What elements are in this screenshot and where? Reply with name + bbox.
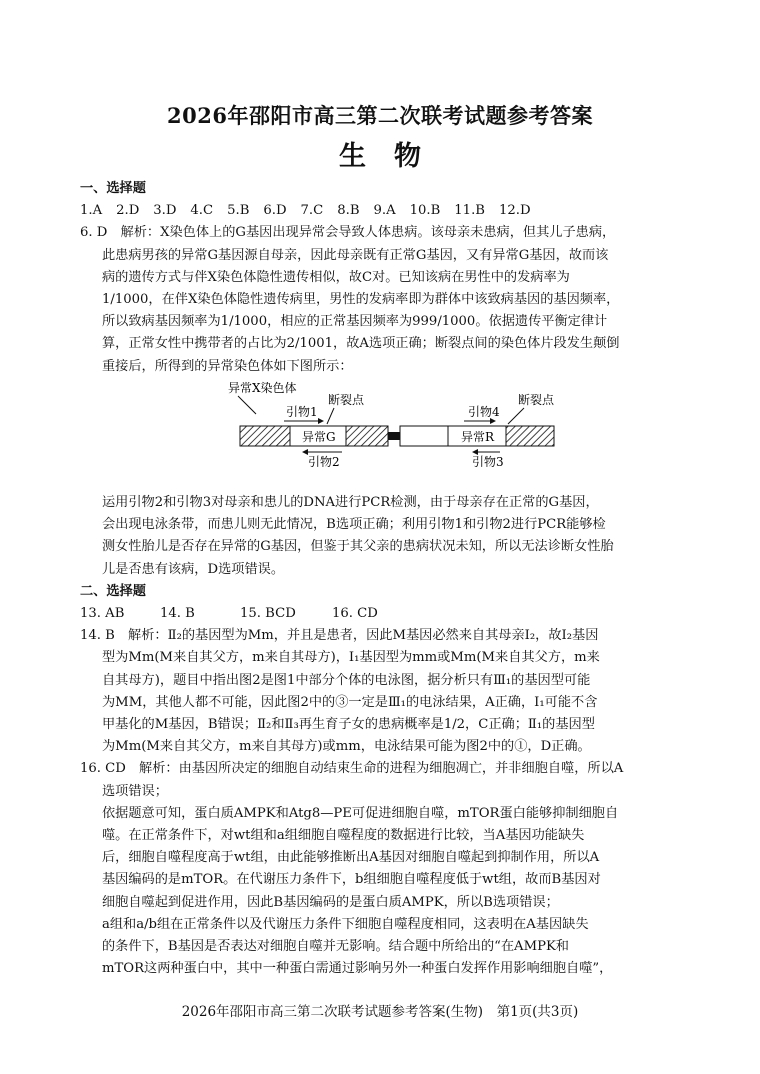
- text-line: 为MM，其他人都不可能，因此图2中的③一定是Ⅲ₁的电泳结果，A正确，Ⅰ₁可能不含: [102, 694, 598, 710]
- text-line: 会出现电泳条带，而患儿则无此情况，B选项正确；利用引物1和引物2进行PCR能够检: [102, 517, 606, 533]
- centromere: [388, 432, 400, 440]
- primer-arrowhead: [302, 449, 308, 455]
- break-pointer: [327, 408, 334, 424]
- page-title: 2026年邵阳市高三第二次联考试题参考答案: [167, 103, 593, 128]
- answer-item: 9.A: [373, 203, 396, 219]
- chromosome-label: 异常X染色体: [228, 380, 297, 395]
- answer-item: 11.B: [454, 203, 485, 219]
- answer-item: 3.D: [153, 203, 177, 219]
- subject-title: 生物: [339, 141, 449, 172]
- answer-content: [80, 178, 682, 981]
- answer-item: 15. BCD: [240, 606, 296, 622]
- abnormal-chromosome-diagram: [80, 380, 682, 484]
- text-line: 后，细胞自噬程度高于wt组，由此能够推断出A基因对细胞自噬起到抑制作用，所以A: [102, 850, 600, 866]
- chromosome-hatched-segment: [506, 426, 554, 446]
- answer-item: 14. B: [160, 606, 195, 622]
- text-line: 1/1000，在伴X染色体隐性遗传病里，男性的发病率即为群体中该致病基因的基因频率，: [102, 292, 620, 308]
- text-line: 儿是否患有该病，D选项错误。: [102, 561, 285, 577]
- break-pointer: [508, 408, 524, 424]
- text-line: 6. D 解析：X染色体上的G基因出现异常会导致人体患病。该母亲未患病，但其儿子患病，: [80, 225, 616, 241]
- q6-explanation-continued: [80, 492, 682, 581]
- q16-explanation: [80, 758, 682, 980]
- section-heading-1: 一、选择题: [80, 181, 146, 196]
- q14-explanation: [80, 625, 682, 758]
- q6-explanation: [80, 222, 682, 377]
- page-footer: 2026年邵阳市高三第二次联考试题参考答案(生物) 第1页(共3页): [181, 1004, 579, 1020]
- answer-item: 16. CD: [332, 606, 378, 622]
- text-line: 的条件下，B基因是否表达对细胞自噬并无影响。结合题中所给出的“在AMPK和: [102, 939, 569, 955]
- text-line: 选项错误；: [102, 783, 168, 799]
- chromosome-hatched-segment: [240, 426, 290, 446]
- text-line: 16. CD 解析：由基因所决定的细胞自动结束生命的进程为细胞凋亡，并非细胞自噬，所以A: [80, 761, 624, 777]
- text-line: 14. B 解析：Ⅱ₂的基因型为Mm，并且是患者，因此M基因必然来自其母亲Ⅰ₂，故Ⅰ₂基因: [80, 628, 599, 644]
- text-line: 测女性胎儿是否存在异常的G基因，但鉴于其父亲的患病状况未知，所以无法诊断女性胎: [102, 539, 614, 555]
- text-line: 运用引物2和引物3对母亲和患儿的DNA进行PCR检测，由于母亲存在正常的G基因，: [102, 495, 599, 511]
- text-line: 为Mm(M来自其父方，m来自其母方)或mm，电泳结果可能为图2中的①，D正确。: [102, 739, 591, 755]
- text-line: 细胞自噬起到促进作用，因此B基因编码的是蛋白质AMPK，所以B选项错误；: [102, 894, 559, 910]
- primer-label: 引物2: [308, 454, 340, 469]
- answer-item: 7.C: [300, 203, 324, 219]
- text-line: 此患病男孩的异常G基因源自母亲，因此母亲既有正常G基因，又有异常G基因，故而该: [102, 247, 609, 263]
- text-line: a组和a/b组在正常条件以及代谢压力条件下细胞自噬程度相同，这表明在A基因缺失: [102, 916, 589, 932]
- text-line: 型为Mm(M来自其父方，m来自其母方)，Ⅰ₁基因型为mm或Mm(M来自其父方，m来: [102, 650, 600, 666]
- answer-row-1: [80, 200, 682, 222]
- text-line: 病的遗传方式与伴X染色体隐性遗传相似，故C对。已知该病在男性中的发病率为: [102, 269, 570, 285]
- answer-item: 6.D: [263, 203, 287, 219]
- gene-label: 异常R: [461, 429, 495, 444]
- text-line: mTOR这两种蛋白中，其中一种蛋白需通过影响另外一种蛋白发挥作用影响细胞自噬”，: [102, 961, 613, 977]
- chromosome-plain-segment: [400, 426, 448, 446]
- answer-item: 5.B: [227, 203, 250, 219]
- primer-arrowhead: [318, 418, 324, 424]
- answer-item: 1.A: [80, 203, 103, 219]
- answer-item: 12.D: [498, 203, 531, 219]
- text-line: 依据题意可知，蛋白质AMPK和Atg8—PE可促进细胞自噬，mTOR蛋白能够抑制细胞自: [102, 805, 619, 821]
- text-line: 噬。在正常条件下，对wt组和a组细胞自噬程度的数据进行比较，当A基因功能缺失: [102, 828, 585, 844]
- section-heading-2: 二、选择题: [80, 583, 146, 599]
- text-line: 重接后，所得到的异常染色体如下图所示：: [102, 358, 353, 374]
- break-point-label: 断裂点: [328, 392, 365, 407]
- primer-label: 引物1: [286, 404, 318, 419]
- text-line: 算，正常女性中携带者的占比为2/1001，故A选项正确；断裂点间的染色体片段发生颠倒: [102, 336, 620, 352]
- chromosome-hatched-segment: [346, 426, 388, 446]
- label-pointer: [238, 396, 256, 414]
- text-line: 自其母方)，题目中指出图2是图1中部分个体的电泳图，据分析只有Ⅲ₁的基因型可能: [102, 672, 591, 688]
- answer-row-2: [80, 603, 682, 625]
- gene-label: 异常G: [302, 429, 336, 444]
- answer-item: 8.B: [337, 203, 360, 219]
- primer-label: 引物4: [468, 404, 500, 419]
- text-line: 基因编码的是mTOR。在代谢压力条件下，b组细胞自噬程度低于wt组，故而B基因对: [102, 872, 601, 888]
- answer-item: 13. AB: [80, 606, 125, 622]
- answer-item: 2.D: [116, 203, 140, 219]
- break-point-label: 断裂点: [518, 392, 555, 407]
- answer-item: 10.B: [409, 203, 441, 219]
- primer-label: 引物3: [472, 454, 504, 469]
- text-line: 所以致病基因频率为1/1000，相应的正常基因频率为999/1000。依据遗传平衡定律计: [102, 314, 608, 330]
- answer-item: 4.C: [190, 203, 214, 219]
- text-line: 甲基化的M基因，B错误；Ⅱ₂和Ⅱ₃再生育子女的患病概率是1/2，C正确；Ⅱ₁的基因型: [102, 717, 595, 733]
